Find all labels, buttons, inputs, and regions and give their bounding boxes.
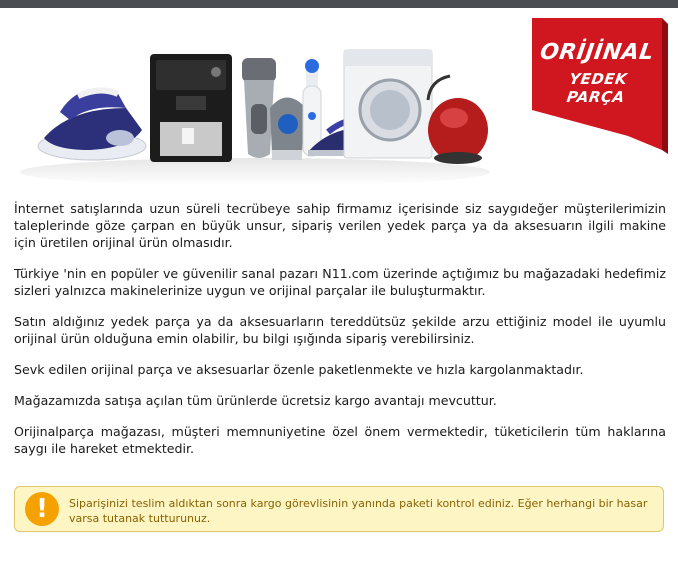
paragraph: Orijinalparça mağazası, müşteri memnuniyetine özel önem vermektedir, tüketicilerin tüm haklarına saygı ile hareket etmektedir. [14,424,666,456]
paragraph: Satın aldığınız yedek parça ya da aksesuarların tereddütsüz şekilde arzu ettiğiniz model ile uyumlu orijinal ürün olduğuna emin olabilir, bu bilgi ışığında sipariş verebilirsiniz. [14,314,666,346]
product-banner [0,8,678,190]
badge-subtitle: YEDEK PARÇA [565,70,629,106]
steam-iron-station-icon [30,68,150,164]
paragraph: Sevk edilen orijinal parça ve aksesuarlar özenle paketlenmekte ve hızla kargolanmaktadır. [14,362,584,377]
notice-text: Siparişinizi teslim aldıktan sonra kargo görevlisinin yanında paketi kontrol ediniz. Eğer herhangi bir hasar varsa tutanak tutturunuz. [69,497,648,525]
paragraph: İnternet satışlarında uzun süreli tecrübeye sahip firmamız içerisinde siz saygıdeğer müşterilerimizin taleplerinde göze çarpan en büyük unsur, sipariş verilen yedek parça ya da aksesuarın ilgili makine için üretilen orijinal ürün olmasıdır. [14,201,666,250]
warning-icon: ! [25,492,59,526]
shipping-notice [14,486,664,532]
vacuum-cleaner-icon [420,70,492,166]
store-description [14,200,666,471]
original-parts-badge [532,18,668,154]
espresso-machine-icon [146,48,238,168]
paragraph: Mağazamızda satışa açılan tüm ürünlerde ücretsiz kargo avantajı mevcuttur. [14,393,497,408]
paragraph: Türkiye 'nin en popüler ve güvenilir sanal pazarı N11.com üzerinde açtığımız bu mağazadaki hedefimiz sizleri yalnızca makinelerinize uygun ve orijinal parçalar ile buluşturmaktır. [14,266,666,298]
top-bar [0,0,678,8]
badge-title: ORİJİNAL [538,40,656,65]
